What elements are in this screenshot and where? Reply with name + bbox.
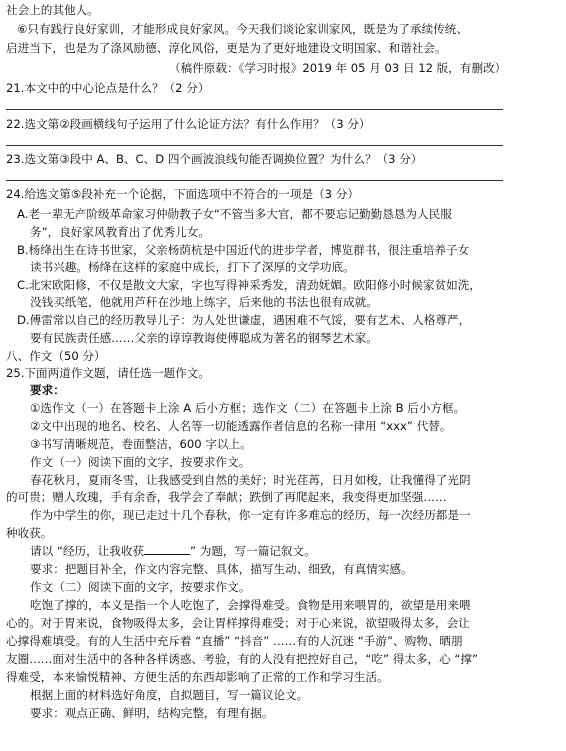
composition-1-text: 种收获。 [6, 526, 53, 540]
answer-line-22 [6, 145, 503, 146]
option-a-line1: A.老一辈无产阶级革命家习仲勋教子女“不管当多大官，都不要忘记勤勤恳恳为人民服 [17, 207, 452, 221]
source-citation: （稿件原载：《学习时报》2019 年 05 月 03 日 12 版，有删改） [169, 61, 507, 75]
question-22: 22.选文第②段画横线句子运用了什么论证方法？有什么作用？（3 分） [6, 117, 371, 131]
composition-1-prompt [30, 543, 316, 559]
option-d-line1: D.傅雷常以自己的经历教导儿子：为人处世谦虚，遇困难不气馁，要有艺术、人格尊严， [17, 313, 471, 327]
prompt-text-before: 请以 “经历，让我收获 [30, 544, 145, 558]
option-a-line2: 务”，良好家风教育出了优秀儿女。 [30, 225, 210, 239]
composition-1-heading: 作文（一）阅读下面的文字，按要求作文。 [30, 455, 251, 469]
requirements-title: 要求： [30, 383, 65, 397]
passage-paragraph-6: ⑥只有践行良好家训，才能形成良好家风。今天我们谈论家训家风，既是为了承续传统、 [17, 22, 468, 36]
question-21: 21.本文中的中心论点是什么？（2 分） [6, 81, 210, 95]
requirement-1: ①选作文（一）在答题卡上涂 A 后小方框；选作文（二）在答题卡上涂 B 后小方框。 [30, 401, 466, 415]
section-heading: 八、作文（50 分） [6, 349, 106, 363]
composition-2-text: 得难受，本来愉悦精神、方便生活的东西却影响了正常的工作和学习生活。 [6, 670, 389, 684]
composition-1-text: 的可贵；赠人玫瑰，手有余香，我学会了奉献；跌倒了再爬起来，我变得更加坚强…… [6, 490, 447, 504]
question-25: 25.下面两道作文题，请任选一题作文。 [6, 366, 210, 380]
prompt-text-after: ” 为题，写一篇记叙文。 [190, 544, 316, 558]
question-23: 23.选文第③段中 A、B、C、D 四个画波浪线句能否调换位置？为什么？（3 分） [6, 152, 423, 166]
option-b-line2: 读书兴趣。杨绛在这样的家庭中成长，打下了深厚的文学功底。 [30, 260, 355, 274]
requirement-2: ②文中出现的地名、校名、人名等一切能透露作者信息的名称一律用 “xxx” 代替。 [30, 419, 452, 433]
composition-1-text: 作为中学生的你，现已走过十几个春秋，你一定有许多难忘的经历，每一次经历都是一 [30, 508, 471, 522]
composition-2-text: 心撑得难填受。有的人生活中充斥着 “直播” “抖音” ……有的人沉迷 “手游”、购物、晒朋 [6, 634, 463, 648]
composition-1-text: 春花秋月，夏雨冬雪，让我感受到自然的美好；时光荏苒，日月如梭，让我懂得了光阴 [30, 473, 471, 487]
answer-line-23 [6, 180, 503, 181]
title-blank [144, 543, 190, 555]
question-24-stem: 24.给选文第⑤段补充一个论据，下面选项中不符合的一项是（3 分） [6, 187, 359, 201]
requirement-3: ③书写清晰规范，卷面整洁，600 字以上。 [30, 437, 252, 451]
passage-line: 社会上的其他人。 [6, 3, 99, 17]
option-b-line1: B.杨绛出生在诗书世家，父亲杨荫杭是中国近代的进步学者，博览群书，很注重培养子女 [17, 243, 470, 257]
composition-2-text: 心的。对于胃来说，食物吸得太多，会让胃样撑得难受；对于心来说，欲望吸得太多，会让 [6, 616, 470, 630]
passage-line: 启进当下，也是为了涤风励德、淳化风俗，更是为了更好地建设文明国家、和谐社会。 [6, 41, 447, 55]
composition-2-text: 友圈……面对生活中的各种各样诱惑、考验，有的人没有把控好自己，“吃” 得太多，心 “撑” [6, 652, 478, 666]
composition-2-instruction: 根据上面的材料选好角度，自拟题目，写一篇议论文。 [30, 688, 309, 702]
answer-line-21 [6, 109, 503, 110]
option-d-line2: 要有民族责任感……父亲的谆谆教诲使傅聪成为著名的钢琴艺术家。 [30, 331, 378, 345]
option-c-line1: C.北宋欧阳修，不仅是散文大家，字也写得神采秀发，清劲妩媚。欧阳修小时候家贫如洗， [17, 278, 481, 292]
composition-2-requirement: 要求：观点正确、鲜明，结构完整，有理有据。 [30, 706, 274, 720]
composition-1-requirement: 要求：把题目补全，作文内容完整、具体，描写生动、细致，有真情实感。 [30, 562, 413, 576]
composition-2-heading: 作文（二）阅读下面的文字，按要求作文。 [30, 580, 251, 594]
option-c-line2: 没钱买纸笔，他就用芦秆在沙地上练字，后来他的书法也很有成就。 [30, 295, 378, 309]
composition-2-text: 吃饱了撑的，本义是指一个人吃饱了，会撑得难受。食物是用来喂胃的，欲望是用来喂 [30, 598, 471, 612]
